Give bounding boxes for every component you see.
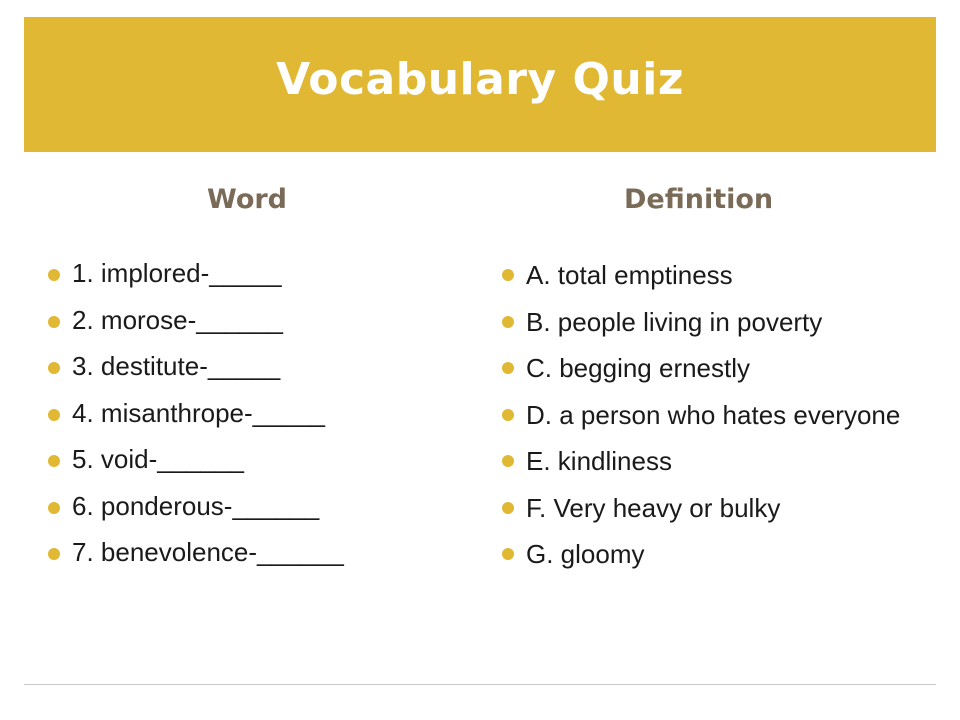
bullet-icon bbox=[48, 362, 60, 374]
word-text: 4. misanthrope-_____ bbox=[72, 397, 325, 428]
word-item bbox=[48, 444, 468, 491]
bullet-icon bbox=[502, 269, 514, 281]
word-item bbox=[48, 258, 468, 305]
word-item bbox=[48, 351, 468, 398]
word-text: 1. implored-_____ bbox=[72, 258, 282, 288]
bullet-icon bbox=[502, 409, 514, 421]
word-text: 5. void-______ bbox=[72, 444, 245, 474]
definition-text: F. Very heavy or bulky bbox=[526, 492, 781, 523]
bullet-icon bbox=[502, 316, 514, 328]
definition-item bbox=[502, 398, 902, 432]
bullet-icon bbox=[48, 409, 60, 421]
definition-item bbox=[502, 305, 902, 339]
definition-text: A. total emptiness bbox=[526, 260, 733, 290]
definition-item bbox=[502, 258, 902, 292]
title-banner bbox=[24, 17, 936, 152]
word-list bbox=[48, 258, 468, 584]
bullet-icon bbox=[48, 316, 60, 328]
word-column-heading: Word bbox=[207, 184, 288, 215]
bullet-icon bbox=[48, 548, 60, 560]
definition-text: D. a person who hates everyone bbox=[526, 399, 901, 430]
definition-item bbox=[502, 444, 902, 478]
definition-text: G. gloomy bbox=[526, 539, 645, 569]
definition-text: B. people living in poverty bbox=[526, 306, 823, 337]
word-text: 7. benevolence-______ bbox=[72, 537, 344, 567]
word-text: 6. ponderous-______ bbox=[72, 490, 320, 521]
bullet-icon bbox=[502, 548, 514, 560]
slide-title: Vocabulary Quiz bbox=[276, 54, 684, 105]
bullet-icon bbox=[502, 502, 514, 514]
definition-item bbox=[502, 537, 902, 571]
bullet-icon bbox=[502, 362, 514, 374]
word-text: 3. destitute-_____ bbox=[72, 351, 281, 381]
definition-list bbox=[502, 258, 902, 584]
bullet-icon bbox=[502, 455, 514, 467]
bullet-icon bbox=[48, 269, 60, 281]
word-item bbox=[48, 491, 468, 538]
bullet-icon bbox=[48, 455, 60, 467]
word-item bbox=[48, 537, 468, 584]
definition-text: C. begging ernestly bbox=[526, 353, 751, 383]
word-text: 2. morose-______ bbox=[72, 304, 284, 335]
word-item bbox=[48, 398, 468, 445]
definition-item bbox=[502, 491, 902, 525]
definition-text: E. kindliness bbox=[526, 446, 672, 476]
definition-item bbox=[502, 351, 902, 385]
bottom-divider bbox=[24, 684, 936, 685]
bullet-icon bbox=[48, 502, 60, 514]
definition-column-heading: Definition bbox=[624, 184, 774, 215]
word-item bbox=[48, 305, 468, 352]
